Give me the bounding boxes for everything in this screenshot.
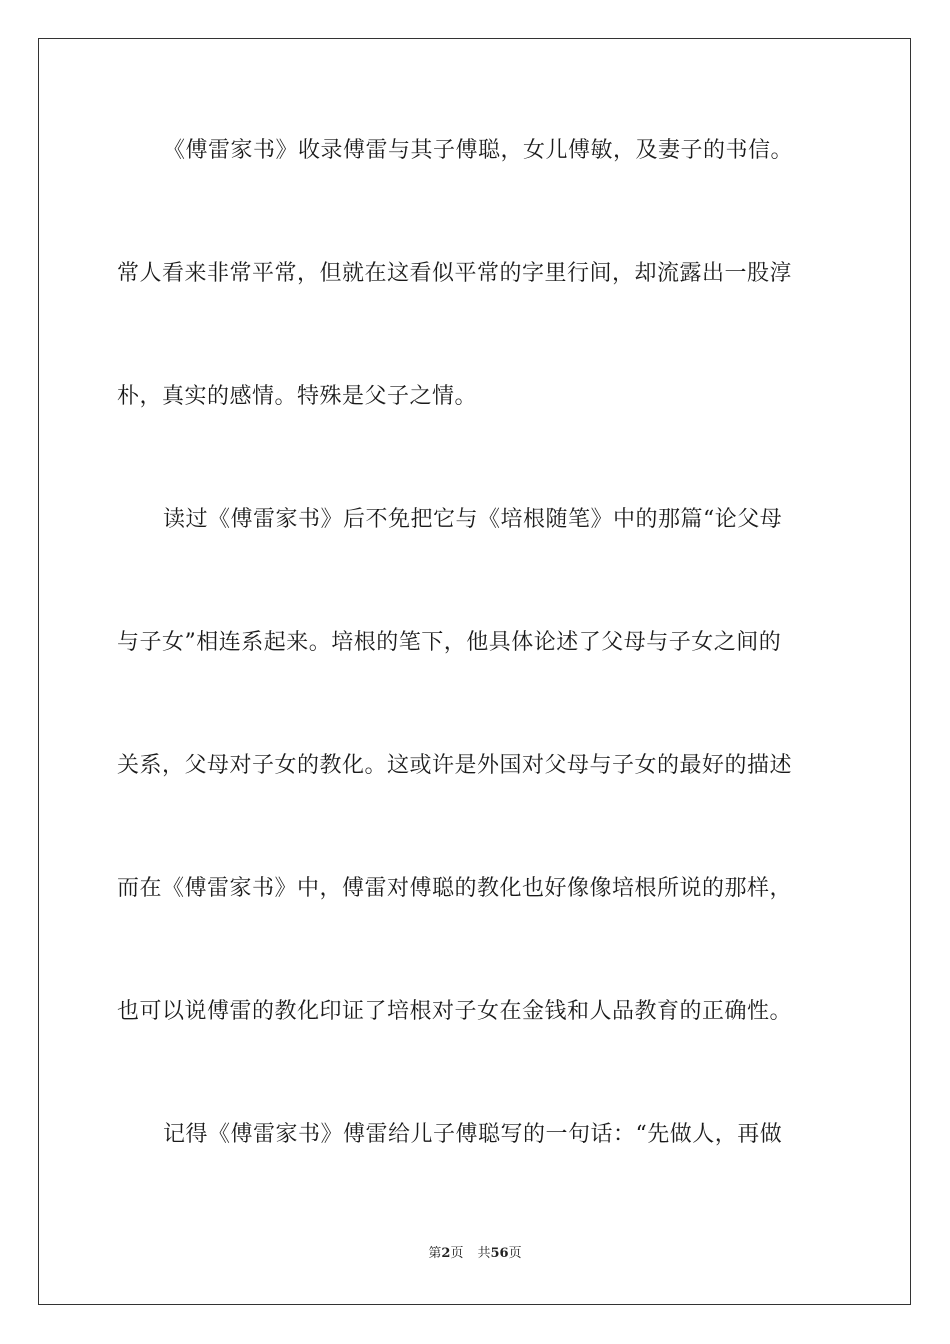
text-line-7: 而在《傅雷家书》中，傅雷对傅聪的教化也好像像培根所说的那样， xyxy=(117,876,793,901)
text-line-9: 记得《傅雷家书》傅雷给儿子傅聪写的一句话：“先做人，再做 xyxy=(163,1122,783,1147)
text-line-6: 关系，父母对子女的教化。这或许是外国对父母与子女的最好的描述 xyxy=(117,753,793,778)
text-line-4: 读过《傅雷家书》后不免把它与《培根随笔》中的那篇“论父母 xyxy=(163,507,783,532)
page-border xyxy=(38,38,911,1305)
total-pages: 56 xyxy=(490,1246,509,1261)
text-line-3: 朴，真实的感情。特殊是父子之情。 xyxy=(117,384,478,409)
total-prefix: 共 xyxy=(477,1246,491,1261)
text-line-1: 《傅雷家书》收录傅雷与其子傅聪，女儿傅敏，及妻子的书信。 xyxy=(163,138,794,163)
page-suffix: 页 xyxy=(450,1246,464,1261)
page-number: 2 xyxy=(441,1246,451,1261)
total-suffix: 页 xyxy=(508,1246,522,1261)
text-line-5: 与子女”相连系起来。培根的笔下，他具体论述了父母与子女之间的 xyxy=(117,630,782,655)
page-footer xyxy=(0,1245,950,1263)
text-line-2: 常人看来非常平常，但就在这看似平常的字里行间，却流露出一股淳 xyxy=(117,261,793,286)
text-line-8: 也可以说傅雷的教化印证了培根对子女在金钱和人品教育的正确性。 xyxy=(117,999,793,1024)
page-prefix: 第 xyxy=(428,1246,442,1261)
